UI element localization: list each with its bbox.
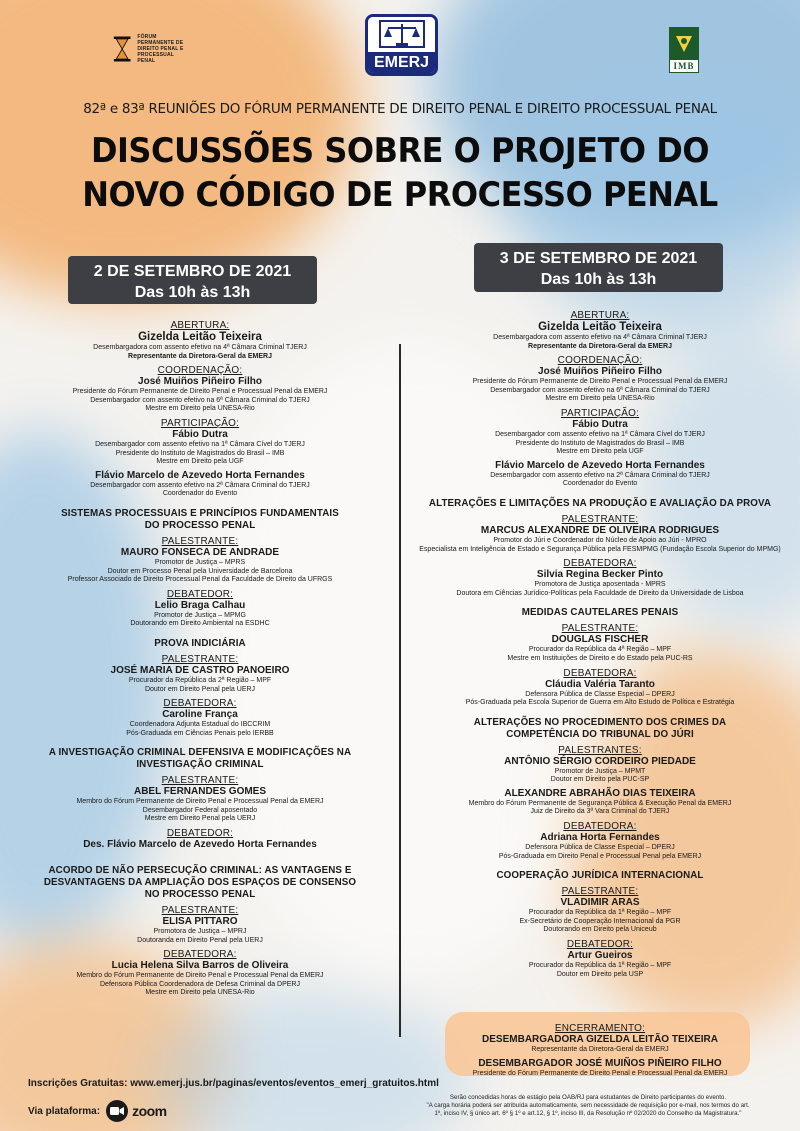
day2-t3-pal1-line-1: Promotor de Justiça – MPMT: [554, 767, 646, 775]
day2-t2-pal-line-1: Procurador da República da 4ª Região – MPF: [528, 646, 672, 654]
day1-t4-pal-line-1: Promotora de Justiça – MPRJ: [153, 928, 247, 936]
day1-topic-4-line-2: DESVANTAGENS DA AMPLIAÇÃO DOS ESPAÇOS DE CONSENSO: [43, 877, 357, 889]
day2-coord-line-3: Mestre em Direito pela UNESA-Rio: [545, 395, 655, 403]
day2-t3-deb-name: Adriana Horta Fernandes: [540, 832, 660, 844]
imb-logo-text: IMB: [673, 61, 695, 71]
day2-part1-line-2: Presidente do Instituto de Magistrados do Brasil – IMB: [515, 439, 685, 447]
day2-t4-deb-label: DEBATEDOR:: [566, 939, 634, 951]
event-title-line-2: NOVO CÓDIGO DE PROCESSO PENAL: [82, 175, 718, 215]
zoom-wordmark: zoom: [132, 1103, 167, 1119]
day2-t2-deb-label: DEBATEDORA:: [563, 667, 637, 679]
day2-coord-name: José Muiños Piñeiro Filho: [538, 366, 662, 378]
day1-coord-line-1: Presidente do Fórum Permanente de Direito Penal e Processual Penal da EMERJ: [72, 388, 328, 396]
day1-t4-deb-label: DEBATEDORA:: [163, 949, 237, 961]
day1-t4-pal-label: PALESTRANTE:: [161, 905, 239, 917]
day1-part1-line-3: Mestre em Direito pela UGF: [156, 458, 244, 466]
day2-abertura-label: ABERTURA:: [570, 310, 630, 321]
day2-topic-3: [400, 717, 800, 741]
day2-t4-deb-line-1: Procurador da República da 1ª Região – MPF: [528, 962, 672, 970]
day2-t3-pal1-name: ANTÔNIO SÉRGIO CORDEIRO PIEDADE: [504, 755, 696, 767]
day2-date-box: [474, 243, 723, 292]
imb-emblem-icon: [673, 32, 695, 56]
day2-t3-pal-label: PALESTRANTES:: [558, 744, 642, 756]
day2-enc2-line-1: Presidente do Fórum Permanente de Direito Penal e Processual Penal da EMERJ: [472, 1069, 728, 1077]
note-line-2: "A carga horária poderá ser atribuída automaticamente, sem necessidade de requisição por e-mail, nos termos do art.: [426, 1102, 750, 1110]
day1-t4-pal-name: ELISA PITTARO: [162, 916, 238, 928]
zoom-camera-icon: [106, 1100, 128, 1122]
day2-t4-deb-line-2: Doutor em Direito pela USP: [556, 970, 644, 978]
day1-coord-name: José Muiños Piñeiro Filho: [138, 376, 262, 388]
day1-t1-deb-name: Lelio Braga Calhau: [154, 599, 246, 611]
day1-abertura-label: ABERTURA:: [170, 320, 230, 331]
day1-topic-1: [20, 508, 380, 532]
day1-part1-name: Fábio Dutra: [172, 428, 228, 440]
day1-topic-1-line-2: DO PROCESSO PENAL: [144, 519, 256, 531]
day1-t2-pal-name: JOSÉ MARIA DE CASTRO PANOEIRO: [110, 664, 290, 676]
day1-t3-deb-name: Des. Flávio Marcelo de Azevedo Horta Fernandes: [83, 839, 317, 851]
day1-part2-line-2: Coordenador do Evento: [162, 490, 238, 498]
day1-topic-3-line-1: A INVESTIGAÇÃO CRIMINAL DEFENSIVA E MODIFICAÇÕES NA: [48, 747, 352, 759]
day1-t2-pal-label: PALESTRANTE:: [161, 653, 239, 665]
day1-t1-deb-label: DEBATEDOR:: [166, 588, 234, 600]
day1-t1-pal-line-1: Promotor de Justiça – MPRS: [154, 558, 246, 566]
day1-t1-deb-line-2: Doutorando em Direito Ambiental na ESDHC: [130, 620, 270, 628]
day2-closing: [400, 1023, 800, 1078]
event-subtitle: 82ª e 83ª REUNIÕES DO FÓRUM PERMANENTE DE DIREITO PENAL E DIREITO PROCESSUAL PENAL: [83, 101, 717, 117]
day2-t2-pal-label: PALESTRANTE:: [561, 623, 639, 635]
day2-enc-label: ENCERRAMENTO:: [554, 1023, 646, 1034]
day2-enc1-line-1: Representante da Diretora-Geral da EMERJ: [531, 1046, 669, 1053]
day1-time: Das 10h às 13h: [134, 284, 251, 301]
day1-topic-3-line-2: INVESTIGAÇÃO CRIMINAL: [136, 759, 264, 771]
day1-t1-pal-label: PALESTRANTE:: [161, 535, 239, 547]
day1-coord-line-2: Desembargador com assento efetivo na 6ª Câmara Criminal do TJERJ: [90, 396, 310, 404]
day1-t1-pal-line-3: Professor Associado de Direito Processual Penal da Faculdade de Direito da UFRGS: [67, 576, 333, 584]
day1-t4-pal-line-2: Doutoranda em Direito Penal pela UERJ: [137, 936, 263, 944]
day1-topic-4-line-3: NO PROCESSO PENAL: [144, 889, 256, 901]
day2-part-label: PARTICIPAÇÃO:: [560, 407, 640, 419]
day2-t2-pal-line-2: Mestre em Instituições de Direito e do Estado pela PUC-RS: [507, 654, 693, 662]
imb-logo: [669, 27, 699, 73]
day2-t3-pal1-line-2: Doutor em Direito pela PUC-SP: [550, 776, 650, 784]
day2-t1-deb-name: Silvia Regina Becker Pinto: [536, 569, 664, 581]
day1-topic-4: [20, 865, 380, 901]
day2-enc1-name: DESEMBARGADORA GIZELDA LEITÃO TEIXEIRA: [482, 1034, 718, 1045]
day2-t2-deb-name: Cláudia Valéria Taranto: [545, 678, 655, 690]
day1-program: [20, 316, 380, 998]
day1-part2-name: Flávio Marcelo de Azevedo Horta Fernandes: [95, 469, 305, 481]
day1-t1-pal-line-2: Doutor em Processo Penal pela Universidade de Barcelona: [107, 567, 293, 575]
day2-topic-2: MEDIDAS CAUTELARES PENAIS: [521, 607, 679, 619]
day1-date: 2 DE SETEMBRO DE 2021: [93, 263, 292, 280]
note-line-3: 1º, inciso IV, § único art. 6º § 1º e art.12, § 1º, inciso III, da Resolução nº 02/2020 do Conselho da Magistratura.": [434, 1110, 742, 1118]
day1-t2-pal-line-1: Procurador da República da 2ª Região – MPF: [128, 676, 272, 684]
day1-t3-pal-line-1: Membro do Fórum Permanente de Direito Penal e Processual Penal da EMERJ: [76, 798, 324, 806]
day2-t2-pal-name: DOUGLAS FISCHER: [551, 634, 649, 646]
day2-part1-line-3: Mestre em Direito pela UGF: [556, 448, 644, 456]
forum-logo: [113, 31, 193, 67]
day2-t4-pal-label: PALESTRANTE:: [561, 886, 639, 898]
day1-part-label: PARTICIPAÇÃO:: [160, 417, 240, 429]
day2-t1-deb-line-1: Promotora de Justiça aposentada - MPRS: [534, 581, 666, 589]
day2-part2-name: Flávio Marcelo de Azevedo Horta Fernandes: [495, 459, 705, 471]
day1-t2-deb-label: DEBATEDORA:: [163, 698, 237, 710]
day2-t1-deb-label: DEBATEDORA:: [563, 558, 637, 570]
day1-t3-pal-label: PALESTRANTE:: [161, 775, 239, 787]
day2-coord-label: COORDENAÇÃO:: [557, 355, 643, 367]
day1-t2-deb-name: Caroline França: [162, 709, 238, 721]
day1-abertura-line-2: Representante da Diretora-Geral da EMERJ: [128, 352, 272, 360]
day1-topic-2: PROVA INDICIÁRIA: [154, 637, 246, 649]
day2-t2-deb-line-1: Defensora Pública de Classe Especial – DPERJ: [525, 690, 675, 698]
day2-topic-3-line-2: COMPETÊNCIA DO TRIBUNAL DO JÚRI: [506, 728, 694, 740]
day1-coord-line-3: Mestre em Direito pela UNESA-Rio: [145, 405, 255, 413]
day2-t4-pal-line-2: Ex-Secretário de Cooperação Internacional da PGR: [519, 917, 681, 925]
day1-t3-pal-line-3: Mestre em Direito Penal pela UERJ: [144, 815, 256, 823]
day1-part2-line-1: Desembargador com assento efetivo na 2ª Câmara Criminal do TJERJ: [90, 481, 310, 489]
event-title: [24, 129, 776, 217]
day2-abertura-line-1: Desembargadora com assento efetivo na 4ª Câmara Criminal TJERJ: [493, 334, 707, 341]
day1-t4-deb-line-1: Membro do Fórum Permanente de Direito Penal e Processual Penal da EMERJ: [76, 972, 324, 980]
registration-link[interactable]: Inscrições Gratuitas: www.emerj.jus.br/paginas/eventos/eventos_emerj_gratuitos.html: [28, 1078, 439, 1089]
day2-t1-pal-label: PALESTRANTE:: [561, 513, 639, 525]
day1-t4-deb-line-2: Defensora Pública Coordenadora de Defesa Criminal da DPERJ: [100, 980, 300, 988]
day1-t4-deb-line-3: Mestre em Direito pela UNESA-Rio: [145, 989, 255, 997]
day1-date-box: [68, 256, 317, 304]
day2-t1-pal-line-1: Promotor do Júri e Coordenador do Núcleo de Apoio ao Júri - MPRO: [493, 536, 707, 544]
day1-t3-pal-name: ABEL FERNANDES GOMES: [133, 786, 267, 798]
day1-t2-deb-line-2: Pós-Graduada em Ciências Penais pelo IERBB: [126, 729, 274, 737]
day2-part2-line-1: Desembargador com assento efetivo na 2ª Câmara Criminal do TJERJ: [490, 471, 710, 479]
day2-part1-name: Fábio Dutra: [572, 418, 628, 430]
day2-t3-pal2-line-2: Juiz de Direito da 3ª Vara Criminal do TJERJ: [530, 808, 670, 816]
day1-topic-3: [20, 747, 380, 771]
day2-part1-line-1: Desembargador com assento efetivo na 1ª Câmara Cível do TJERJ: [495, 430, 705, 438]
day2-t4-deb-name: Artur Gueiros: [567, 950, 633, 962]
day2-coord-line-2: Desembargador com assento efetivo na 6ª Câmara Criminal do TJERJ: [490, 386, 710, 394]
day2-t3-deb-line-1: Defensora Pública de Classe Especial – DPERJ: [525, 844, 675, 852]
day2-t4-pal-name: VLADIMIR ARAS: [560, 897, 640, 909]
forum-logo-line-2: DIREITO PENAL E: [137, 46, 184, 52]
day2-topic-1: ALTERAÇÕES E LIMITAÇÕES NA PRODUÇÃO E AVALIAÇÃO DA PROVA: [428, 497, 772, 509]
day2-t3-pal2-name: ALEXANDRE ABRAHÃO DIAS TEIXEIRA: [504, 787, 696, 799]
day1-t2-deb-line-1: Coordenadora Adjunta Estadual do IBCCRIM: [129, 721, 271, 729]
day2-coord-line-1: Presidente do Fórum Permanente de Direito Penal e Processual Penal da EMERJ: [472, 378, 728, 386]
day2-t2-deb-line-2: Pós-Graduada pela Escola Superior de Guerra em Alto Estudo de Política e Estratégia: [465, 699, 735, 707]
emerj-logo-text: EMERJ: [368, 52, 435, 73]
note-line-1: Serão concedidas horas de estágio pela OAB/RJ para estudantes de Direito participantes do evento.: [449, 1094, 727, 1101]
day1-topic-4-line-1: ACORDO DE NÃO PERSECUÇÃO CRIMINAL: AS VANTAGENS E: [48, 865, 352, 877]
platform-info: [28, 1100, 167, 1122]
scales-of-justice-icon: [376, 19, 428, 51]
day2-part2-line-2: Coordenador do Evento: [562, 480, 638, 488]
forum-logo-line-3: PROCESSUAL PENAL: [137, 52, 174, 64]
day1-t4-deb-name: Lucia Helena Silva Barros de Oliveira: [111, 960, 289, 972]
day1-coord-label: COORDENAÇÃO:: [157, 365, 243, 377]
platform-label: Via plataforma:: [28, 1105, 101, 1117]
day2-t4-pal-line-1: Procurador da República da 1ª Região – MPF: [528, 909, 672, 917]
day2-t3-pal2-line-1: Membro do Fórum Permanente de Segurança Pública & Execução Penal da EMERJ: [468, 799, 732, 807]
day1-abertura-line-1: Desembargadora com assento efetivo na 4ª Câmara Criminal TJERJ: [93, 344, 307, 351]
emerj-logo: [365, 14, 438, 76]
day2-topic-4: COOPERAÇÃO JURÍDICA INTERNACIONAL: [496, 870, 704, 882]
day1-t1-deb-line-1: Promotor de Justiça – MPMG: [154, 611, 246, 619]
day1-topic-1-line-1: SISTEMAS PROCESSUAIS E PRINCÍPIOS FUNDAMENTAIS: [61, 507, 339, 519]
day1-part1-line-1: Desembargador com assento efetivo na 1ª Câmara Cível do TJERJ: [95, 440, 305, 448]
day1-part1-line-2: Presidente do Instituto de Magistrados do Brasil – IMB: [115, 449, 285, 457]
day2-program: [400, 306, 800, 979]
forum-logo-line-1: FÓRUM PERMANENTE DE: [137, 34, 184, 46]
day2-enc2-name: DESEMBARGADOR JOSÉ MUIÑOS PIÑEIRO FILHO: [478, 1057, 722, 1069]
day2-t3-deb-line-2: Pós-Graduada em Direito Penal e Processual Penal pela EMERJ: [498, 852, 702, 860]
day2-t4-pal-line-3: Doutorando em Direito pela Uniceub: [543, 926, 657, 934]
day2-abertura-line-2: Representante da Diretora-Geral da EMERJ: [528, 342, 672, 350]
day1-t3-deb-label: DEBATEDOR:: [166, 828, 234, 840]
day1-t2-pal-line-2: Doutor em Direito Penal pela UERJ: [144, 685, 256, 693]
day2-topic-3-line-1: ALTERAÇÕES NO PROCEDIMENTO DOS CRIMES DA: [473, 716, 727, 728]
event-title-line-1: DISCUSSÕES SOBRE O PROJETO DO: [90, 131, 710, 171]
day2-t1-pal-line-2: Especialista em Inteligência de Estado e Segurança Pública pela FESMPMG (Fundação Escola Superior do MPMG): [419, 545, 781, 553]
day2-time: Das 10h às 13h: [540, 271, 657, 288]
hourglass-icon: [113, 33, 131, 65]
day2-t3-deb-label: DEBATEDORA:: [563, 821, 637, 833]
day2-abertura-name: Gizelda Leitão Teixeira: [538, 321, 662, 333]
internship-hours-note: [398, 1094, 778, 1119]
day1-abertura-name: Gizelda Leitão Teixeira: [138, 331, 262, 343]
day2-date: 3 DE SETEMBRO DE 2021: [499, 250, 698, 267]
day1-t3-pal-line-2: Desembargador Federal aposentado: [142, 806, 258, 814]
day2-t1-pal-name: MARCUS ALEXANDRE DE OLIVEIRA RODRIGUES: [480, 524, 720, 536]
day2-t1-deb-line-2: Doutora em Ciências Jurídico-Políticas pela Faculdade de Direito da Universidade de Lisboa: [456, 589, 744, 597]
day1-t1-pal-name: MAURO FONSECA DE ANDRADE: [120, 546, 280, 558]
